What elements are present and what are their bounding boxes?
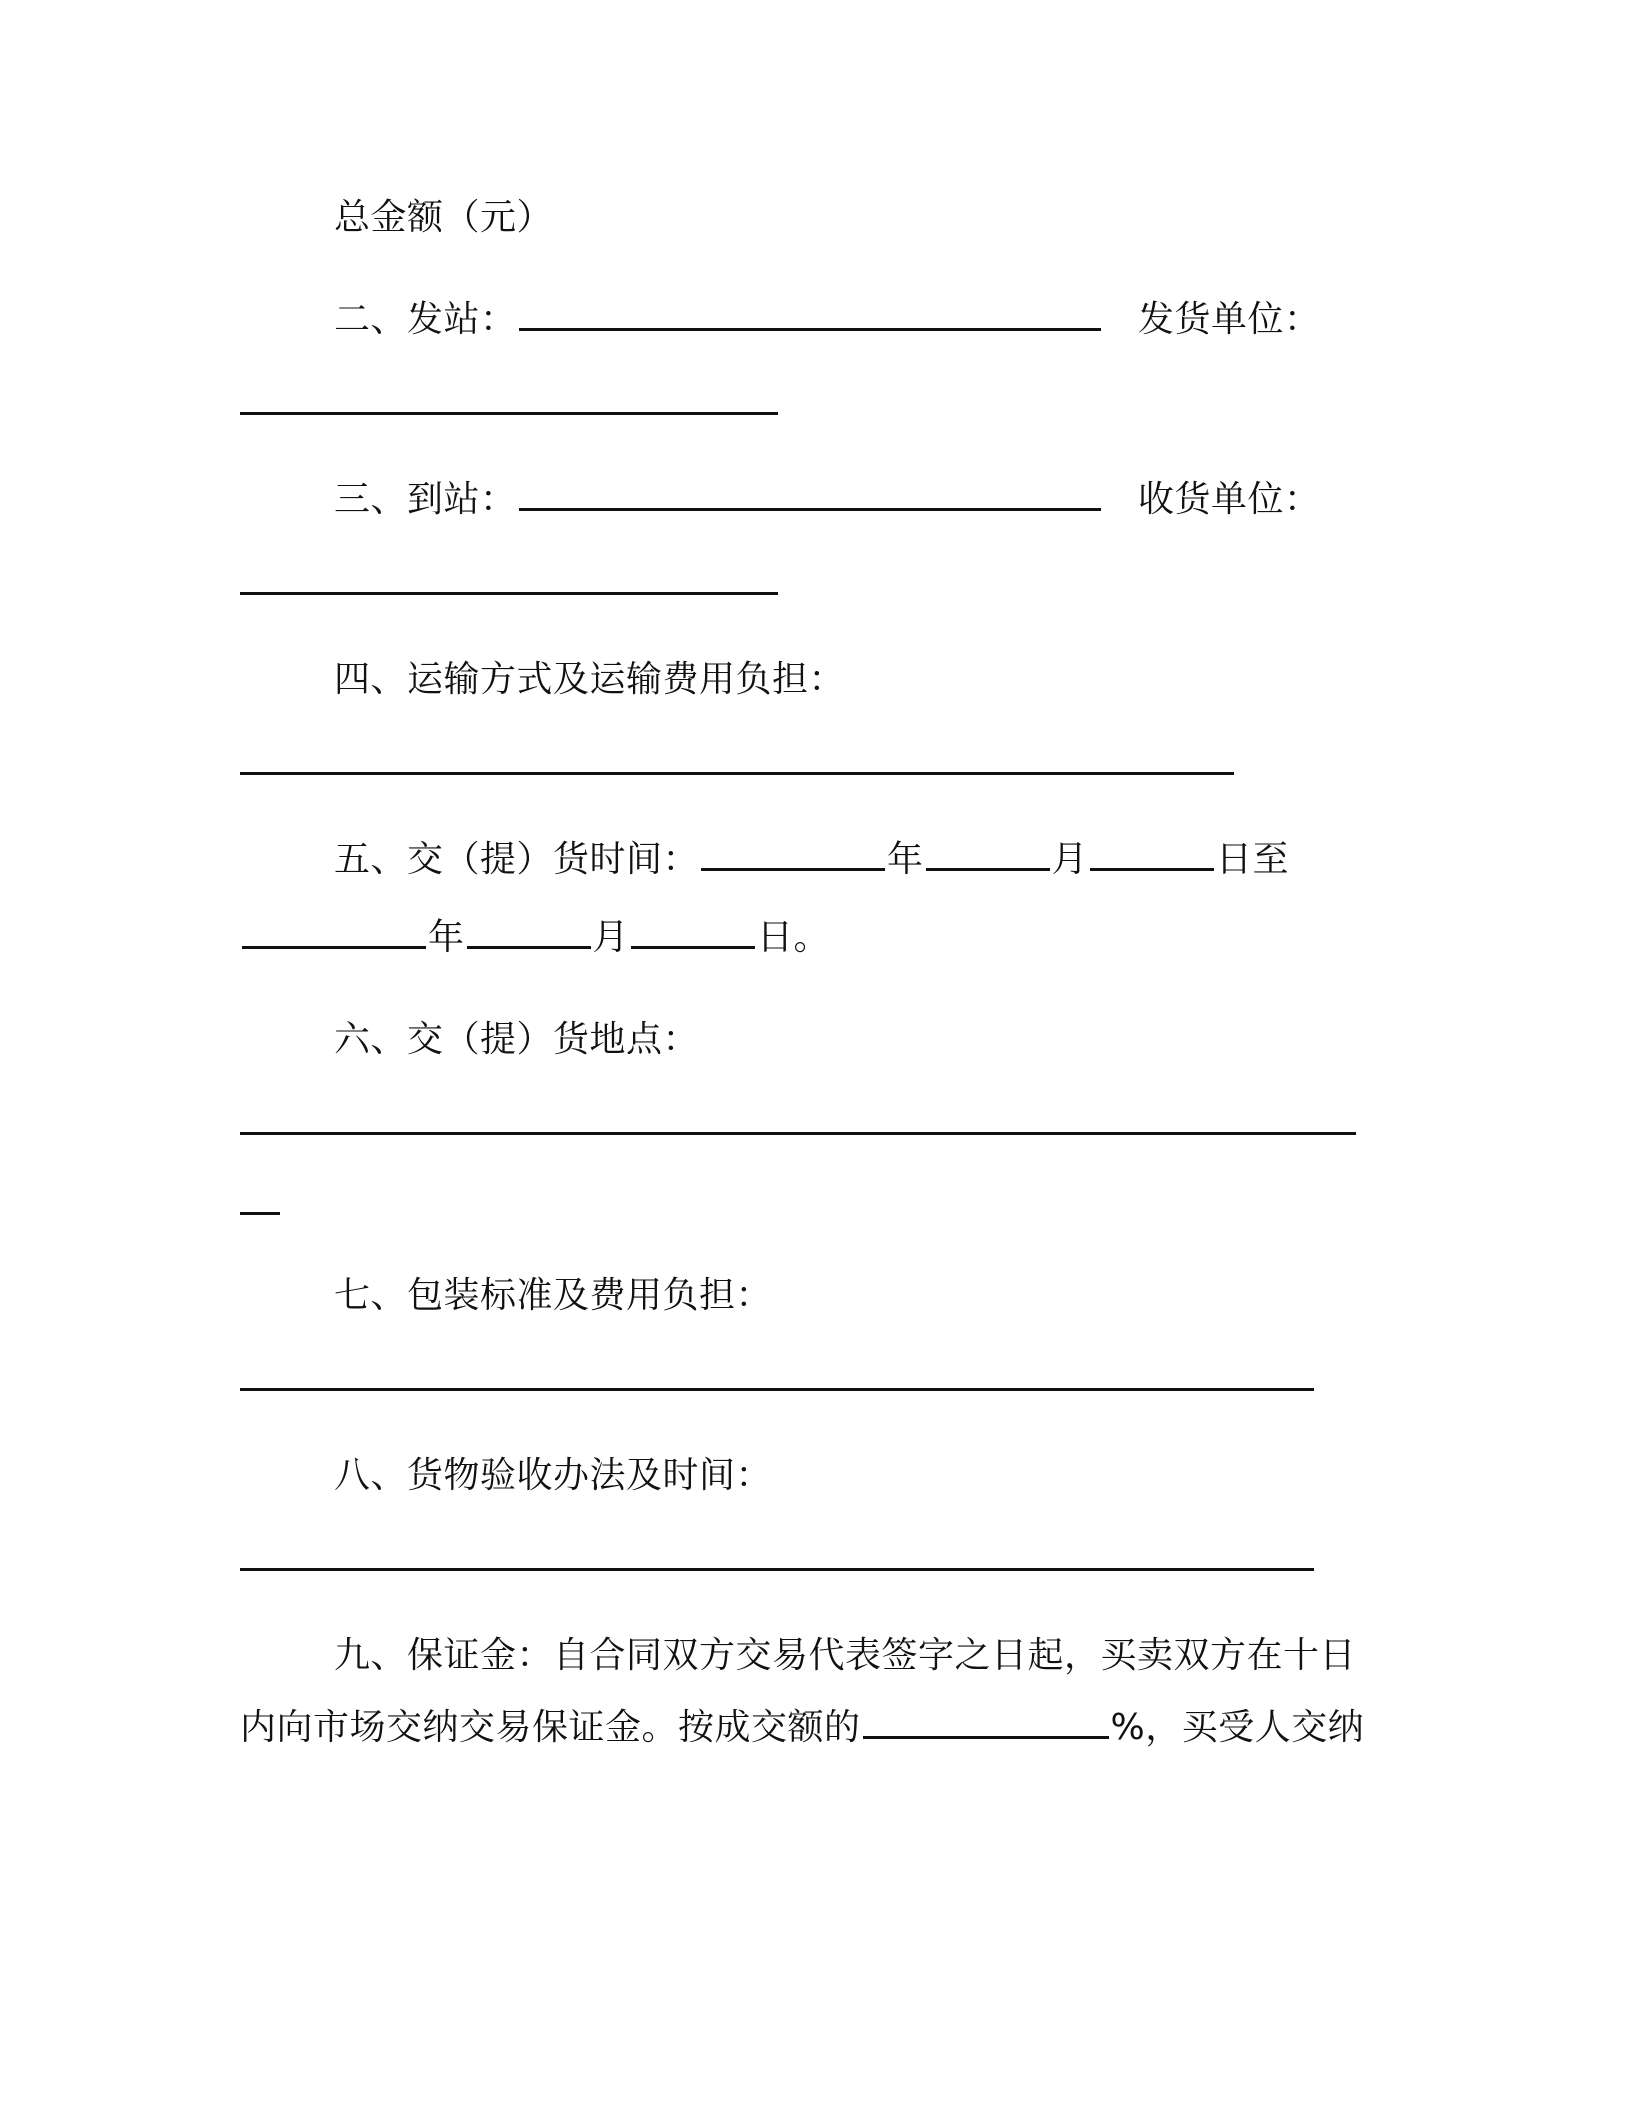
transport-blank[interactable] — [240, 772, 1234, 775]
delivery-month-to-blank[interactable] — [467, 916, 591, 949]
delivery-place-blank[interactable] — [240, 1132, 1356, 1135]
delivery-month-from-blank[interactable] — [926, 838, 1050, 871]
packaging-blank[interactable] — [240, 1388, 1314, 1391]
delivery-year-from-blank[interactable] — [701, 838, 885, 871]
deposit-text-b: %，买受人交纳 — [1110, 1707, 1365, 1748]
section-5-delivery-time-end — [240, 916, 830, 960]
consignee-blank[interactable] — [240, 592, 778, 595]
section-7-packaging: 七、包装标准及费用负担： — [334, 1275, 773, 1316]
month-text: 月 — [1051, 839, 1089, 880]
section-9-deposit-line-2 — [240, 1706, 1364, 1750]
total-amount-label: 总金额（元） — [334, 197, 554, 238]
arrival-station-blank[interactable] — [519, 478, 1101, 511]
section-2-departure-station — [334, 298, 1103, 342]
section-5-delivery-time — [334, 838, 1289, 882]
delivery-year-to-blank[interactable] — [242, 916, 426, 949]
section-6-delivery-place: 六、交（提）货地点： — [334, 1019, 700, 1060]
section-4-transport: 四、运输方式及运输费用负担： — [334, 659, 846, 700]
section-9-deposit-line-1: 九、保证金：自合同双方交易代表签字之日起，买卖双方在十日 — [334, 1635, 1357, 1676]
delivery-day-to-blank[interactable] — [631, 916, 755, 949]
section-3-arrival-station — [334, 478, 1103, 522]
consignee-label: 收货单位： — [1138, 479, 1321, 520]
section-8-inspection: 八、货物验收办法及时间： — [334, 1455, 773, 1496]
departure-station-blank[interactable] — [519, 298, 1101, 331]
day-end-text: 日。 — [757, 917, 831, 958]
delivery-day-from-blank[interactable] — [1090, 838, 1214, 871]
delivery-place-blank-continued[interactable] — [240, 1212, 280, 1215]
deposit-percent-blank[interactable] — [863, 1706, 1109, 1739]
year-text: 年 — [887, 839, 924, 880]
arrival-station-label: 三、到站： — [334, 479, 517, 520]
shipper-label: 发货单位： — [1138, 299, 1321, 340]
shipper-blank[interactable] — [240, 412, 778, 415]
day-to-text: 日至 — [1216, 839, 1290, 880]
year-text: 年 — [428, 917, 465, 958]
inspection-blank[interactable] — [240, 1568, 1314, 1571]
deposit-text-a: 内向市场交纳交易保证金。按成交额的 — [240, 1707, 861, 1748]
delivery-time-label: 五、交（提）货时间： — [334, 839, 700, 880]
month-text: 月 — [592, 917, 630, 958]
departure-station-label: 二、发站： — [334, 299, 517, 340]
